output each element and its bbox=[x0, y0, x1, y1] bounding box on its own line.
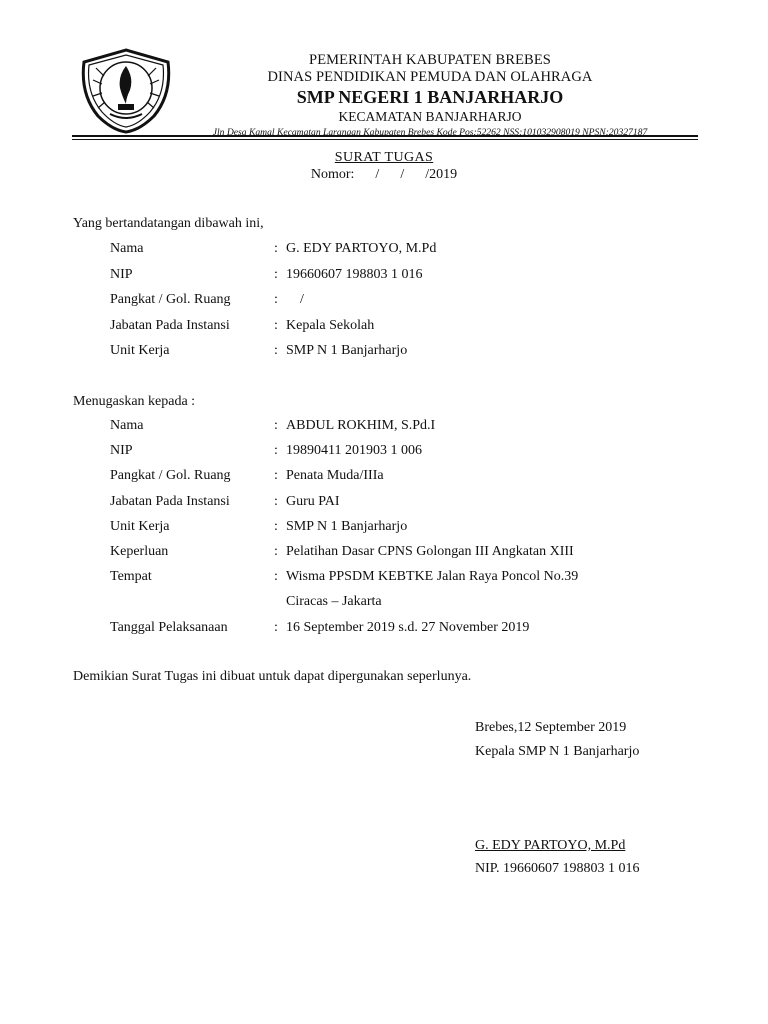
title-heading: SURAT TUGAS bbox=[334, 150, 434, 165]
field-colon: : bbox=[274, 620, 278, 635]
field-value: Guru PAI bbox=[286, 494, 340, 509]
document-title bbox=[0, 149, 768, 183]
field-value: SMP N 1 Banjarharjo bbox=[286, 519, 408, 534]
field-label: Jabatan Pada Instansi bbox=[110, 494, 230, 509]
field-label: Unit Kerja bbox=[110, 343, 170, 358]
letterhead-school: SMP NEGERI 1 BANJARHARJO bbox=[296, 87, 564, 107]
field-value: Kepala Sekolah bbox=[286, 318, 375, 333]
field-label: Unit Kerja bbox=[110, 519, 170, 534]
field-colon: : bbox=[274, 443, 278, 458]
field-colon: : bbox=[274, 544, 278, 559]
field-value: 19890411 201903 1 006 bbox=[286, 443, 422, 458]
signature-position: Kepala SMP N 1 Banjarharjo bbox=[475, 744, 640, 759]
field-value: SMP N 1 Banjarharjo bbox=[286, 343, 408, 358]
field-value: Penata Muda/IIIa bbox=[286, 468, 384, 483]
field-colon: : bbox=[274, 318, 278, 333]
letterhead-government: PEMERINTAH KABUPATEN BREBES bbox=[309, 52, 551, 68]
field-colon: : bbox=[274, 343, 278, 358]
field-value: 19660607 198803 1 016 bbox=[286, 267, 423, 282]
letterhead-agency: DINAS PENDIDIKAN PEMUDA DAN OLAHRAGA bbox=[267, 69, 593, 85]
letterhead-rule-thick bbox=[72, 135, 698, 137]
field-colon: : bbox=[274, 292, 278, 307]
field-value-continuation: Ciracas – Jakarta bbox=[286, 594, 382, 609]
field-value: G. EDY PARTOYO, M.Pd bbox=[286, 241, 437, 256]
field-value: Wisma PPSDM KEBTKE Jalan Raya Poncol No.39 bbox=[286, 569, 579, 584]
field-label: Pangkat / Gol. Ruang bbox=[110, 468, 231, 483]
title-number: Nomor: / / /2019 bbox=[310, 167, 458, 182]
signature-name: G. EDY PARTOYO, M.Pd bbox=[475, 838, 626, 853]
field-label: Pangkat / Gol. Ruang bbox=[110, 292, 231, 307]
regency-emblem-icon bbox=[74, 46, 178, 134]
field-value: Pelatihan Dasar CPNS Golongan III Angkatan XIII bbox=[286, 544, 574, 559]
field-colon: : bbox=[274, 494, 278, 509]
closing-text: Demikian Surat Tugas ini dibuat untuk dapat dipergunakan seperlunya. bbox=[73, 669, 472, 684]
letterhead-district: KECAMATAN BANJARHARJO bbox=[338, 109, 522, 124]
field-colon: : bbox=[274, 267, 278, 282]
letterhead bbox=[180, 52, 680, 139]
field-colon: : bbox=[274, 468, 278, 483]
intro-text: Yang bertandatangan dibawah ini, bbox=[73, 216, 264, 231]
field-label: NIP bbox=[110, 267, 133, 282]
signature-nip: NIP. 19660607 198803 1 016 bbox=[475, 861, 640, 876]
field-label: Tanggal Pelaksanaan bbox=[110, 620, 228, 635]
field-colon: : bbox=[274, 418, 278, 433]
field-label: NIP bbox=[110, 443, 133, 458]
signature-place-date: Brebes,12 September 2019 bbox=[475, 720, 627, 735]
field-value: ABDUL ROKHIM, S.Pd.I bbox=[286, 418, 436, 433]
field-value: 16 September 2019 s.d. 27 November 2019 bbox=[286, 620, 530, 635]
field-label: Tempat bbox=[110, 569, 152, 584]
field-label: Nama bbox=[110, 241, 144, 256]
field-label: Keperluan bbox=[110, 544, 169, 559]
letterhead-address: Jln Desa Kamal Kecamatan Larangan Kabupaten Brebes Kode Pos:52262 NSS:101032908019 NPSN:20327187 bbox=[212, 127, 648, 138]
field-value: / bbox=[286, 292, 304, 307]
field-colon: : bbox=[274, 241, 278, 256]
field-label: Jabatan Pada Instansi bbox=[110, 318, 230, 333]
letterhead-rule-thin bbox=[72, 139, 698, 140]
assign-intro-text: Menugaskan kepada : bbox=[73, 394, 196, 409]
field-colon: : bbox=[274, 569, 278, 584]
field-label: Nama bbox=[110, 418, 144, 433]
field-colon: : bbox=[274, 519, 278, 534]
